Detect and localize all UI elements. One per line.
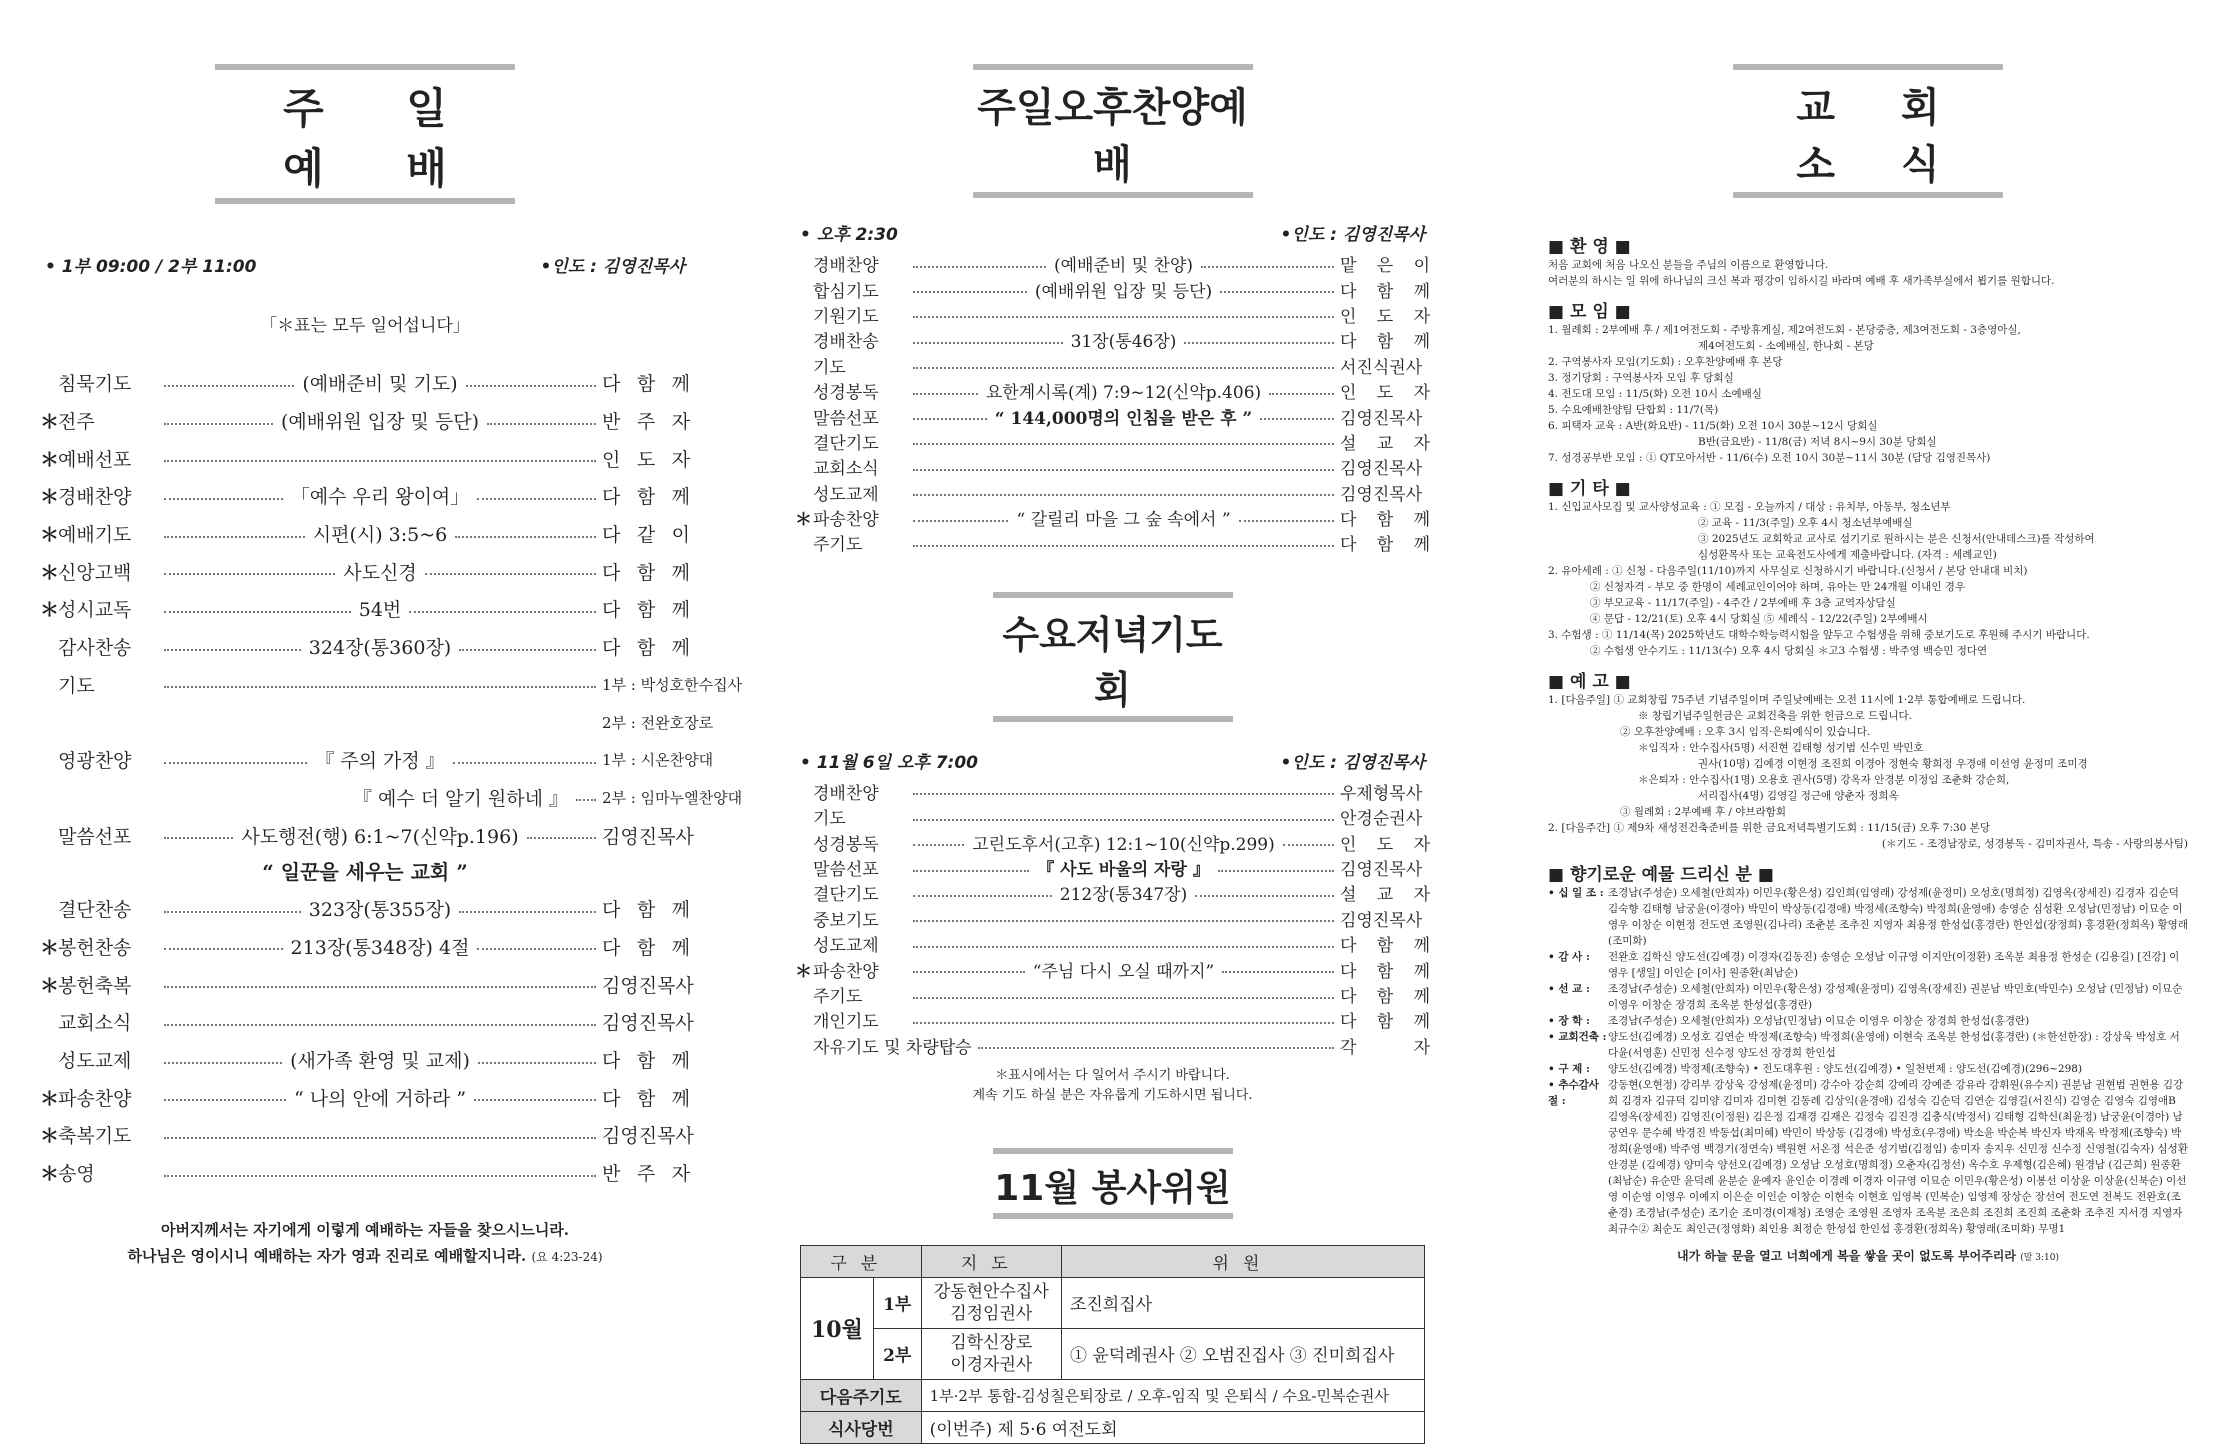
order-row: ＊ 예배선포 인 도 자	[40, 448, 690, 471]
afternoon-column	[795, 0, 1431, 1440]
order-row-prayer-2: 2부 : 전완호장로	[602, 713, 714, 732]
order-row: 성도교제 다 함 께	[813, 936, 1430, 957]
order-row: ＊ 파송찬양 “ 나의 안에 거하라 ” 다 함 께	[40, 1087, 691, 1110]
sunday-worship-column	[40, 0, 743, 1266]
welcome-heading: ■ 환 영 ■	[1548, 237, 1631, 257]
table-row: 식사당번 (이번주) 제 5·6 여전도회	[801, 1411, 1425, 1443]
servants-table	[800, 1245, 1425, 1444]
footer-verse: 아버지께서는 자기에게 이렇게 예배하는 자들을 찾으시느니라. 하나님은 영이시니 예배하는 자가 영과 진리로 예배할지니라. (요 4:23-24)	[127, 1221, 603, 1266]
sunday-order-list-2	[40, 890, 694, 1192]
order-row: ＊ 파송찬양 “ 갈릴리 마을 그 숲 속에서 ” 다 함 께	[795, 510, 1430, 531]
sermon-title: “ 일꾼을 세우는 교회 ”	[262, 859, 468, 884]
order-row: 경배찬양 (예배준비 및 찬양) 맡 은 이	[813, 256, 1430, 277]
order-row: 결단기도 설 교 자	[813, 433, 1430, 454]
table-row: 구분 지도 위원	[801, 1245, 1425, 1277]
order-row: ＊ 성시교독 54번 다 함 께	[40, 599, 690, 622]
order-row: ＊ 봉헌찬송 213장(통348장) 4절 다 함 께	[40, 936, 690, 959]
list-item: • 장 학 : 조경남(주성순) 오세철(안희자) 오성남(민정남) 이묘순 이영우 이창순 장경희 한성섭(홍경란)	[1548, 1015, 2030, 1027]
sunday-worship-leader: •인도 : 김영진목사	[540, 257, 685, 277]
order-row: 교회소식 김영진목사	[58, 1012, 694, 1035]
order-row: 기도 서진식권사	[813, 357, 1423, 378]
order-row-praise: 영광찬양 『 주의 가정 』 1부 : 시온찬양대	[58, 750, 714, 773]
order-row: 경배찬송 31장(통46장) 다 함 께	[813, 332, 1431, 353]
list-item: • 교회건축 : 양도선(김예경) 오성호 김연순 박정제(조향숙) 박정희(윤영애) 이현숙 조옥분 한성섭(홍경란) (＊한선한장) : 강상욱 박성호 서다윤(서영훈) 신민정 신수정 양도선 장경희 한인섭	[1548, 1031, 2180, 1059]
order-row: 성경봉독 고린도후서(고후) 12:1~10(신약p.299) 인 도 자	[813, 834, 1430, 855]
sunday-worship-title: 주 일 예 배	[215, 64, 515, 204]
order-row: 성도교제 (새가족 환영 및 교제) 다 함 께	[58, 1050, 690, 1073]
order-row: ＊ 봉헌축복 김영진목사	[40, 974, 694, 997]
gift-heading: ■ 향기로운 예물 드리신 분 ■	[1548, 865, 1774, 885]
wednesday-leader: •인도 : 김영진목사	[1280, 752, 1425, 773]
order-row: 기원기도 인 도 자	[813, 306, 1430, 327]
wednesday-time: • 11월 6일 오후 7:00	[800, 752, 978, 773]
order-row: 기도 안경순권사	[813, 809, 1423, 830]
order-row: ＊ 송영 반 주 자	[40, 1163, 690, 1186]
order-row-sermon: 말씀선포 사도행전(행) 6:1~7(신약p.196) 김영진목사	[58, 825, 694, 848]
standing-note: 「＊표는 모두 일어섭니다」	[260, 316, 470, 336]
wednesday-title: 수요저녁기도회	[993, 592, 1233, 722]
order-row: ＊ 전주 (예배위원 입장 및 등단) 반 주 자	[40, 411, 691, 434]
order-row: 결단찬송 323장(통355장) 다 함 께	[58, 899, 691, 922]
list-item: • 십 일 조 : 조경남(주성순) 오세철(안희자) 이민우(황은성) 김인희(임영래) 강성제(윤정미) 오성호(명희정) 김영옥(장세진) 김경자 김순덕 김숙향 김태형 남궁윤(이경아) 박민이 박상동(김경애) 박정세(조향숙) 박정희(윤영애) 송영순 심성환 오성남(민정남) 이묘순 이영우 이창순 이현정 전도연 조영원(김나리) 조춘분 조추진 지영자 최용정 한성섭(홍경란) 한인섭(장정희) 홍경환(정희옥) 황영래(조미화)	[1548, 887, 2188, 947]
table-row: 10월 1부 강동현안수집사 김정임권사 조진희집사	[801, 1277, 1425, 1328]
sunday-worship-meta	[40, 252, 690, 277]
order-row: 감사찬송 324장(통360장) 다 함 께	[58, 637, 691, 660]
order-row: 주기도 다 함 께	[813, 535, 1430, 556]
list-item: • 감 사 : 전완호 김학신 양도선(김예경) 이경자(김동진) 송영순 오성남 이규영 이지안(이정환) 조옥분 최용정 한성순 (김용길) [건강] 이영우 [생일] 이인순 [이사] 원종환(최남순)	[1548, 951, 2180, 979]
wednesday-meta	[795, 748, 1430, 773]
afternoon-time: • 오후 2:30	[800, 225, 898, 245]
wednesday-order-list	[795, 779, 1430, 1058]
order-row: ＊ 축복기도 김영진목사	[40, 1125, 694, 1148]
order-row: 개인기도 다 함 께	[813, 1012, 1430, 1033]
list-item: • 선 교 : 조경남(주성순) 오세철(안희자) 이민우(황은성) 강성제(윤정미) 김영옥(장세진) 권분남 박민호(박민수) 오성남 (민정남) 이묘순 이영우 이창순 장경희 조옥분 한성섭(홍경란)	[1548, 983, 2183, 1011]
church-news-title: 교 회 소 식	[1733, 64, 2003, 198]
table-row: 다음주기도 1부·2부 통합-김성칠은퇴장로 / 오후-임직 및 은퇴식 / 수요-민복순권사	[801, 1379, 1425, 1411]
order-row: ＊ 경배찬양 「예수 우리 왕이여」 다 함 께	[40, 486, 690, 509]
afternoon-meta	[795, 220, 1430, 245]
order-row: 교회소식 김영진목사	[813, 459, 1423, 480]
order-row: 침묵기도 (예배준비 및 기도) 다 함 께	[58, 373, 691, 396]
afternoon-title: 주일오후찬양예배	[973, 64, 1253, 198]
order-row: 주기도 다 함 께	[813, 987, 1430, 1007]
afternoon-leader: •인도 : 김영진목사	[1280, 225, 1425, 245]
servants-title: 11월 봉사위원	[993, 1148, 1233, 1219]
order-row: 합심기도 (예배위원 입장 및 등단) 다 함 께	[813, 281, 1430, 302]
table-row: 2부 김학신장로 이경자권사 ① 윤덕례권사 ② 오범진집사 ③ 진미희집사	[801, 1328, 1425, 1379]
order-row: 자유기도 및 차량탑승 각 자	[813, 1037, 1430, 1058]
notice-heading: ■ 예 고 ■	[1548, 672, 1631, 692]
sunday-order-list	[40, 364, 743, 854]
order-row: 결단기도 212장(통347장) 설 교 자	[813, 885, 1430, 906]
order-row: 말씀선포 “ 144,000명의 인침을 받은 후 ” 김영진목사	[813, 408, 1423, 429]
order-row: 경배찬양 우제형목사	[813, 783, 1423, 804]
order-row-praise-2: 『 예수 더 알기 원하네 』 2부 : 임마누엘찬양대	[352, 787, 743, 810]
list-item: • 구 제 : 양도선(김예경) 박정제(조향숙) • 전도대후원 : 양도선(김예경) • 일천번제 : 양도선(김예경)(296~298)	[1548, 1063, 2083, 1075]
order-row: ＊ 예배기도 시편(시) 3:5~6 다 같 이	[40, 524, 691, 547]
list-item: • 추수감사절 : 강동현(오현정) 강리부 강상욱 강성제(윤정미) 강수아 강순희 강예리 강예준 강유라 강휘원(유수지) 권분남 권현범 권현용 김강희 김경자 김규덕 김미양 김미자 김미현 김동례 김상익(윤경애) 김성숙 김순덕 김연순 김영길(서진식) 김영순 김영숙 김영애B 김영옥(장세진) 김영진(이정원) 김은정 김재경 김재은 김정숙 김진경 김충식(박정서) 김태형 김학신(최윤정) 남궁윤(이경아) 남궁연우 문수혜 박경진 박동섭(최미혜) 박민이 박상동 (김경애) 박성호(우경애) 박소윤 박순복 박신자 박재옥 박정제(조향숙) 박정희(윤영애) 박주영 백경기(정연숙) 백원현 서온정 석은준 성기범(김정임) 송미자 송지우 신민정 신수정 신영철(김숙자) 심성환 안경분 (김예경) 양미숙 양선오(김예경) 오성남 오성호(명희정) 오춘자(김정선) 옥수호 우제형(김은혜) 원경남 (김근희) 원종환(최남순) 유순만 윤덕례 윤분순 윤예자 윤인순 이경례 이경자 이규영 이묘순 이민우(황은성) 이봉선 이상윤 이상윤(신북순) 이선영 이순영 이영우 이예지 이은순 이인순 이창순 이현숙 이현호 임영복 (민복순) 임영제 장상순 장선여 전도연 전복도 전완호(조춘경) 조경남(주성순) 조기순 조미경(이재청) 조영순 조영원 조영자 조옥분 조은희 조진희 조진희 조춘화 조추진 지서경 지영자 최규수② 최순도 최인근(정영화) 최인용 최정순 한성섭 한인섭 홍경환(정희옥) 황영래(조미화) 무명1	[1548, 1079, 2188, 1235]
order-row: 중보기도 김영진목사	[813, 910, 1423, 931]
order-row: ＊ 신앙고백 사도신경 다 함 께	[40, 561, 691, 584]
bottom-verse: 내가 하늘 문을 열고 너희에게 복을 쌓을 곳이 없도록 부어주리라 (말 3:10)	[1677, 1249, 2059, 1263]
etc-heading: ■ 기 타 ■	[1548, 479, 1631, 499]
sunday-worship-time: • 1부 09:00 / 2부 11:00	[45, 257, 257, 277]
order-row: ＊ 파송찬양 “주님 다시 오실 때까지” 다 함 께	[795, 961, 1430, 982]
wednesday-note: ＊표시에서는 다 일어서 주시기 바랍니다. 계속 기도 하실 분은 자유롭게 기도하시면 됩니다.	[972, 1067, 1253, 1103]
afternoon-order-list	[795, 251, 1430, 556]
order-row: 성도교제 김영진목사	[813, 484, 1423, 505]
church-news-column: 교 회 소 식 ■ 환 영 ■ 처음 교회에 처음 나오신 분들을 주님의 이름으로 환영합니다. 여러분의 하시는 일 위에 하나님의 크신 복과 평강이 임하시길 바라며 예배 후 새가족부실에서 뵙기를 원합니다. ■ 모 임 ■ 1. 월례회 : 2부예배 후 / 제1여전도회 - 주방휴게실, 제2여전도회 - 본당중층, 제3여전도회 - 3층영아실, 제4여전도회 - 소예배실, 한나회 - 본당 2. 구역봉사자 모임(기도회) : 오후찬양예배 후 본당 3. 정기당회 : 구역봉사자 모임 후 당회실 4. 전도대 모임 : 11/5(화) 오전 10시 소예배실 5. 수요예배찬양팀 단합회 : 11/7(목) 6. 피택자 교육 : A반(화요반) - 11/5(화) 오전 10시 30분~12시 당회실 B반(금요반) - 11/8(금) 저녁 8시~9시 30분 당회실 7. 성경공부반 모임 : ① QT모아서반 - 11/6(수) 오전 10시 30분~11시 30분 (담당 김영진목사) ■ 기 타 ■ 1. 신입교사모집 및 교사양성교육 : ① 모집 - 오늘까지 / 대상 : 유치부, 아동부, 청소년부 ② 교육 - 11/3(주일) 오후 4시 청소년부예배실 ③ 2025년도 교회학교 교사로 섬기기로 원하시는 분은 신청서(안내데스크)를 작성하여 심성환목사 또는 교육전도사에게 제출바랍니다. (자격 : 세례교인) 2. 유아세례 : ① 신청 - 다음주일(11/10)까지 사무실로 신청하시기 바랍니다.(신청서 / 본당 안내대 비치) ② 신청자격 - 부모 중 한명이 세례교인이어야 하며, 유아는 만 24개월 이내인 경우 ③ 부모교육 - 11/17(주일) - 4주간 / 2부예배 후 3층 교역자상담실 ④ 문답 - 12/21(토) 오후 4시 당회실 ⑤ 세례식 - 12/22(주일) 2부예배시 3. 수험생 : ① 11/14(목) 2025학년도 대학수학능력시험을 앞두고 수험생을 위해 중보기도로 후원해 주시기 바랍니다. ② 수험생 안수기도 : 11/13(수) 오후 4시 당회실 ＊고3 수험생 : 박주영 백승민 정다연 ■ 예 고 ■ 1. [다음주일] ① 교회창립 75주년 기념주일이며 주일낮예배는 오전 11시에 1·2부 통합예배로 드립니다. ※ 창립기념주일헌금은 교회건축을 위한 헌금으로 드립니다. ② 오후찬양예배 : 오후 3시 임직·은퇴예식이 있습니다. ＊임직자 : 안수집사(5명) 서진현 김태형 성기범 신수민 박민호 권사(10명) 김예경 이현정 조진희 이경아 정현숙 황희정 우경애 이선영 윤정미 조미경 ＊은퇴자 : 안수집사(1명) 오용호 권사(5명) 강옥자 안경분 이정임 조춘화 강순희, 서리집사(4명) 김영길 정근애 양춘자 정희옥 ③ 월례회 : 2부예배 후 / 야브라함회 2. [다음주간] ① 제9차 새성전건축준비를 위한 금요저녁특별기도회 : 11/15(금) 오후 7:30 본당 (＊기도 - 조경남장로, 성경봉독 - 김미자권사, 특송 - 사랑의봉사팀) ■ 향기로운 예물 드리신 분 ■ • 십 일 조 : 조경남(주성순) 오세철(안희자) 이민우(황은성) 김인희(임영래) 강성제(윤정미) 오성호(명희정) 김영옥(장세진) 김경자 김순덕 김숙향 김태형 남궁윤(이경아) 박민이 박상동(김경애) 박정세(조향숙) 박정희(윤영애) 송영순 심성환 오성남(민정남) 이묘순 이영우 이창순 이현정 전도연 조영원(김나리) 조춘분 조추진 지영자 최용정 한성섭(홍경란) 한인섭(장정희) 홍경환(정희옥) 황영래(조미화) • 감 사 : 전완호 김학신 양도선(김예경) 이경자(김동진) 송영순 오성남 이규영 이지안(이정환) 조옥분 최용정 한성순 (김용길) [건강] 이영우 [생일] 이인순 [이사] 원종환(최남순) • 선 교 : 조경남(주성순) 오세철(안희자) 이민우(황은성) 강성제(윤정미) 김영옥(장세진) 권분남 박민호(박민수) 오성남 (민정남) 이묘순 이영우 이창순 장경희 조옥분 한성섭(홍경란) • 장 학 : 조경남(주성순) 오세철(안희자) 오성남(민정남) 이묘순 이영우 이창순 장경희 한성섭(홍경란) • 교회건축 : 양도선(김예경) 오성호 김연순 박정제(조향숙) 박정희(윤영애) 이현숙 조옥분 한성섭(홍경란) (＊한선한장) : 강상욱 박성호 서다윤(서영훈) 신민정 신수정 양도선 장경희 한인섭 • 구 제 : 양도선(김예경) 박정제(조향숙) • 전도대후원 : 양도선(김예경) • 일천번제 : 양도선(김예경)(296~298) • 추수감사절 : 강동현(오현정) 강리부 강상욱 강성제(윤정미) 강수아 강순희 강예리 강예준 강유라 강휘원(유수지) 권분남 권현범 권현용 김강희 김경자 김규덕 김미양 김미자 김미현 김동례 김상익(윤경애) 김성숙 김순덕 김연순 김영길(서진식) 김영순 김영숙 김영애B 김영옥(장세진) 김영진(이정원) 김은정 김재경 김재은 김정숙 김진경 김충식(박정서) 김태형 김학신(최윤정) 남궁윤(이경아) 남궁연우 문수혜 박경진 박동섭(최미혜) 박민이 박상동 (김경애) 박성호(우경애) 박소윤 박순복 박신자 박재옥 박정제(조향숙) 박정희(윤영애) 박주영 백경기(정연숙) 백원현 서온정 석은준 성기범(김정임) 송미자 송지우 신민정 신수정 신영철(김숙자) 심성환 안경분 (김예경) 양미숙 양선오(김예경) 오성남 오성호(명희정) 오춘자(김정선) 옥수호 우제형(김은혜) 원경남 (김근희) 원종환(최남순) 유순만 윤덕례 윤분순 윤예자 윤인순 이경례 이경자 이규영 이묘순 이민우(황은성) 이봉선 이상윤 이상윤(신북순) 이선영 이순영 이영우 이예지 이은순 이인순 이창순 이현숙 이현호 임영복 (민복순) 임영제 장상순 장선여 전도연 전복도 전완호(조춘경) 조경남(주성순) 조기순 조미경(이재청) 조영순 조영원 조영자 조옥분 조은희 조진희 조진희 조춘화 조추진 지서경 지영자 최규수② 최순도 최인근(정영화) 최인용 최정순 한성섭 한인섭 홍경환(정희옥) 황영래(조미화) 무명1 내가 하늘 문을 열고 너희에게 복을 쌓을 곳이 없도록 부어주리라 (말 3:10)	[1548, 0, 2188, 1240]
order-row: 말씀선포 『 사도 바울의 자랑 』 김영진목사	[813, 860, 1423, 881]
meeting-heading: ■ 모 임 ■	[1548, 302, 1631, 322]
order-row: 성경봉독 요한계시록(계) 7:9~12(신약p.406) 인 도 자	[813, 383, 1430, 404]
order-row-prayer: 기도 1부 : 박성호한수집사	[58, 674, 743, 697]
